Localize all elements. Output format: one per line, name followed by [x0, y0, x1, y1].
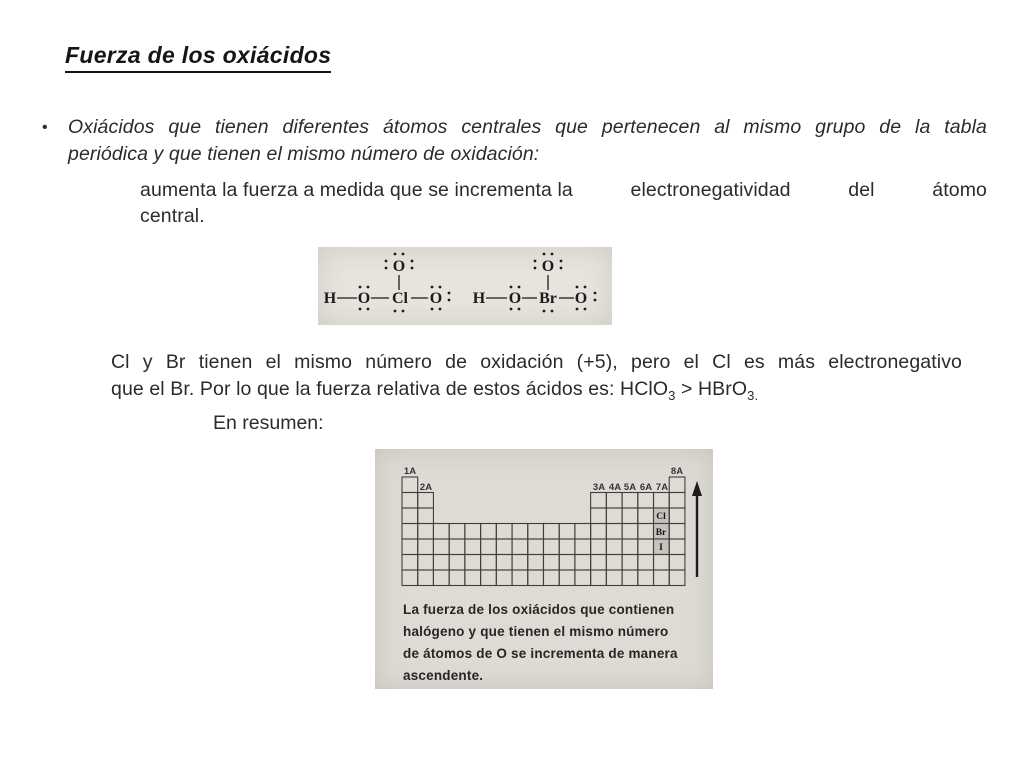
- figure-caption: [403, 599, 703, 687]
- periodic-cell: [622, 555, 638, 571]
- indent-line-2: central.: [140, 205, 205, 227]
- bullet-line-2: periódica y que tienen el mismo número de oxidación:: [68, 143, 540, 165]
- periodic-cell: [418, 508, 434, 524]
- bullet-marker: •: [42, 119, 48, 136]
- periodic-cell: [543, 570, 559, 586]
- periodic-cell: [433, 539, 449, 555]
- left-central-atom: Cl: [392, 290, 408, 307]
- group-label-6a: 6A: [639, 482, 653, 493]
- periodic-cell: [449, 539, 465, 555]
- periodic-cell: [622, 570, 638, 586]
- periodic-grid-cells: [402, 477, 685, 586]
- group-label-2a: 2A: [419, 482, 433, 493]
- periodic-cell: [622, 508, 638, 524]
- indent-line-1: [140, 177, 987, 203]
- periodic-cell: [638, 524, 654, 540]
- periodic-cell: [465, 555, 481, 571]
- summary-label: En resumen:: [213, 412, 324, 434]
- periodic-cell: [559, 524, 575, 540]
- left-o1-atom: O: [357, 290, 371, 307]
- periodic-cell: [606, 493, 622, 509]
- periodic-cell: [465, 539, 481, 555]
- periodic-cell: [606, 524, 622, 540]
- lewis-structures-drawing: [318, 247, 612, 325]
- periodic-cell: [402, 524, 418, 540]
- caption-line-3: de átomos de O se incrementa de manera: [403, 646, 678, 661]
- group-label-5a: 5A: [623, 482, 637, 493]
- periodic-cell: [496, 539, 512, 555]
- periodic-cell: [654, 570, 670, 586]
- periodic-table-figure: [375, 449, 713, 689]
- element-br: Br: [655, 528, 667, 538]
- periodic-cell: [449, 555, 465, 571]
- group-label-7a: 7A: [655, 482, 669, 493]
- periodic-cell: [528, 539, 544, 555]
- periodic-cell: [418, 539, 434, 555]
- group-label-4a: 4A: [608, 482, 622, 493]
- caption-line-2: halógeno y que tienen el mismo número: [403, 624, 669, 639]
- periodic-cell: [465, 524, 481, 540]
- periodic-cell: [575, 570, 591, 586]
- hbro3-subscript: 3.: [747, 387, 759, 403]
- periodic-cell: [481, 539, 497, 555]
- periodic-cell: [669, 508, 685, 524]
- periodic-cell: [528, 570, 544, 586]
- periodic-cell: [496, 555, 512, 571]
- periodic-cell: [402, 555, 418, 571]
- periodic-cell: [402, 493, 418, 509]
- periodic-cell: [559, 570, 575, 586]
- periodic-cell: [622, 524, 638, 540]
- lewis-structures-figure: [318, 247, 612, 325]
- periodic-cell: [591, 524, 607, 540]
- right-o2-atom: O: [574, 290, 588, 307]
- periodic-cell: [481, 570, 497, 586]
- periodic-cell: [606, 539, 622, 555]
- periodic-cell: [638, 493, 654, 509]
- indent-seg-1: aumenta la fuerza a medida que se incrementa la: [140, 179, 573, 201]
- periodic-cell: [654, 555, 670, 571]
- periodic-cell: [433, 524, 449, 540]
- periodic-cell: [402, 570, 418, 586]
- periodic-cell: [591, 493, 607, 509]
- periodic-cell: [638, 570, 654, 586]
- bullet-line-1: Oxiácidos que tienen diferentes átomos centrales que pertenecen al mismo grupo de la tabla: [68, 116, 987, 138]
- periodic-cell: [449, 570, 465, 586]
- hclo3-subscript: 3: [668, 387, 676, 403]
- periodic-cell: [591, 539, 607, 555]
- indent-seg-2: electronegatividad: [630, 179, 791, 201]
- periodic-cell: [512, 539, 528, 555]
- periodic-cell: [418, 555, 434, 571]
- comparison-paragraph: [111, 349, 962, 402]
- periodic-cell: [591, 570, 607, 586]
- periodic-cell: [575, 539, 591, 555]
- group-label-1a: 1A: [403, 466, 417, 477]
- right-h-atom: H: [472, 290, 486, 307]
- periodic-cell: [496, 570, 512, 586]
- periodic-cell: [465, 570, 481, 586]
- periodic-cell: [528, 524, 544, 540]
- group-label-8a: 8A: [670, 466, 684, 477]
- periodic-cell: [654, 493, 670, 509]
- periodic-cell: [669, 493, 685, 509]
- periodic-cell: [496, 524, 512, 540]
- periodic-cell: [669, 555, 685, 571]
- left-h-atom: H: [323, 290, 337, 307]
- periodic-cell: [575, 524, 591, 540]
- indent-paragraph: [140, 177, 987, 229]
- periodic-cell: [559, 555, 575, 571]
- element-i: I: [659, 543, 663, 553]
- group-label-3a: 3A: [592, 482, 606, 493]
- page-title-text: Fuerza de los oxiácidos: [65, 42, 331, 73]
- periodic-cell: [528, 555, 544, 571]
- indent-seg-3: del: [848, 179, 875, 201]
- periodic-cell: [433, 555, 449, 571]
- periodic-cell: [481, 524, 497, 540]
- periodic-cell: [418, 570, 434, 586]
- periodic-cell: [638, 508, 654, 524]
- bullet-paragraph: [42, 114, 987, 168]
- periodic-cell: [449, 524, 465, 540]
- comparison-line-2: [111, 376, 962, 403]
- periodic-cell: [606, 570, 622, 586]
- comparison-line-2-mid: > HBrO: [675, 377, 748, 400]
- periodic-cell: [512, 570, 528, 586]
- periodic-cell: [481, 555, 497, 571]
- page-title: [65, 42, 331, 73]
- periodic-cell: [591, 508, 607, 524]
- periodic-cell: [606, 555, 622, 571]
- caption-line-4: ascendente.: [403, 668, 484, 683]
- periodic-cell: [543, 555, 559, 571]
- periodic-cell: [669, 570, 685, 586]
- bullet-text: [68, 114, 987, 168]
- left-top-o-atom: O: [392, 258, 406, 275]
- element-cl: Cl: [656, 512, 666, 522]
- ascending-strength-arrow: [692, 481, 702, 577]
- periodic-cell: [622, 539, 638, 555]
- comparison-line-1: Cl y Br tienen el mismo número de oxidación (+5), pero el Cl es más electronegativo: [111, 351, 962, 373]
- periodic-cell: [669, 477, 685, 493]
- right-o1-atom: O: [508, 290, 522, 307]
- left-o2-atom: O: [429, 290, 443, 307]
- periodic-cell: [575, 555, 591, 571]
- periodic-cell: [433, 570, 449, 586]
- periodic-cell: [638, 555, 654, 571]
- periodic-cell: [543, 539, 559, 555]
- periodic-cell: [591, 555, 607, 571]
- periodic-cell: [418, 524, 434, 540]
- comparison-line-2-prefix: que el Br. Por lo que la fuerza relativa de estos ácidos es: HClO: [111, 377, 669, 400]
- periodic-cell: [512, 524, 528, 540]
- indent-seg-4: átomo: [932, 179, 987, 201]
- periodic-cell: [543, 524, 559, 540]
- periodic-cell: [622, 493, 638, 509]
- periodic-cell: [402, 539, 418, 555]
- periodic-cell: [606, 508, 622, 524]
- periodic-cell: [638, 539, 654, 555]
- periodic-cell: [512, 555, 528, 571]
- right-central-atom: Br: [539, 290, 557, 307]
- periodic-cell: [669, 539, 685, 555]
- periodic-cell: [669, 524, 685, 540]
- periodic-cell: [402, 508, 418, 524]
- right-top-o-atom: O: [541, 258, 555, 275]
- caption-line-1: La fuerza de los oxiácidos que contienen: [403, 602, 675, 617]
- periodic-cell: [402, 477, 418, 493]
- periodic-cell: [418, 493, 434, 509]
- periodic-cell: [559, 539, 575, 555]
